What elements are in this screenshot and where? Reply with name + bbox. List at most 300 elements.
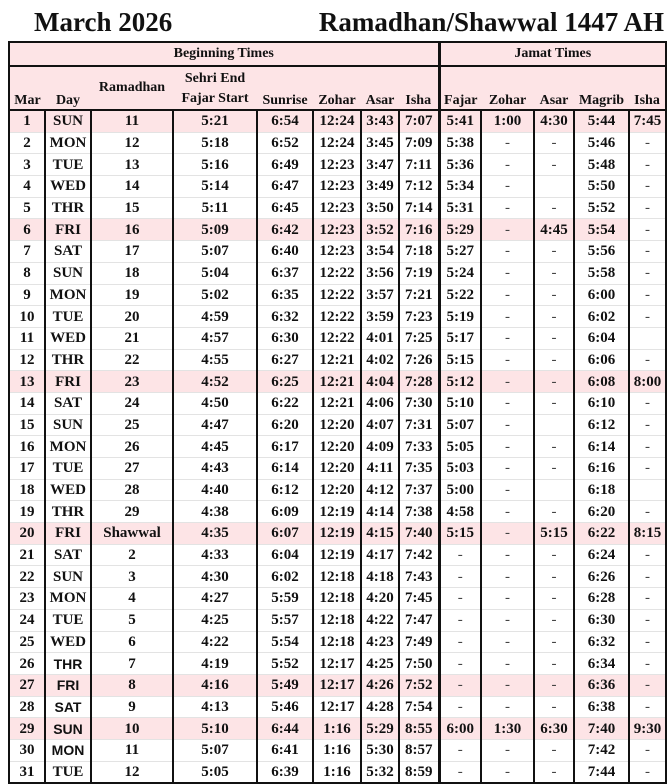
cell-day: SAT bbox=[45, 241, 91, 263]
cell-day: MON bbox=[45, 588, 91, 610]
cell-day: SAT bbox=[45, 696, 91, 718]
cell-zohar: 12:21 bbox=[313, 371, 361, 393]
table-row bbox=[9, 479, 666, 501]
cell-day: SUN bbox=[45, 110, 91, 132]
cell-date: 31 bbox=[9, 761, 45, 783]
cell-zohar: 12:24 bbox=[313, 110, 361, 132]
cell-jamat-isha: - bbox=[629, 197, 666, 219]
cell-jamat-isha: - bbox=[629, 631, 666, 653]
cell-jamat-magrib: 7:42 bbox=[574, 739, 629, 761]
cell-jamat-magrib: 6:14 bbox=[574, 436, 629, 458]
cell-jamat-zohar: - bbox=[481, 588, 534, 610]
cell-zohar: 12:18 bbox=[313, 566, 361, 588]
cell-jamat-asar: - bbox=[534, 674, 574, 696]
cell-sunrise: 5:59 bbox=[257, 588, 313, 610]
cell-hijri-day: 26 bbox=[91, 436, 173, 458]
cell-jamat-zohar: - bbox=[481, 154, 534, 176]
cell-asar: 4:18 bbox=[361, 566, 399, 588]
cell-jamat-isha: - bbox=[629, 696, 666, 718]
cell-jamat-magrib: 5:52 bbox=[574, 197, 629, 219]
cell-jamat-asar: - bbox=[534, 458, 574, 480]
cell-jamat-isha: - bbox=[629, 588, 666, 610]
cell-day: SAT bbox=[45, 544, 91, 566]
cell-asar: 4:11 bbox=[361, 458, 399, 480]
cell-jamat-magrib: 5:46 bbox=[574, 132, 629, 154]
cell-sunrise: 6:39 bbox=[257, 761, 313, 783]
cell-jamat-asar: - bbox=[534, 761, 574, 783]
cell-jamat-fajar: 5:17 bbox=[439, 327, 481, 349]
cell-hijri-day: 29 bbox=[91, 501, 173, 523]
cell-jamat-fajar: 5:27 bbox=[439, 241, 481, 263]
cell-isha: 7:09 bbox=[399, 132, 439, 154]
cell-isha: 7:52 bbox=[399, 674, 439, 696]
cell-jamat-isha: - bbox=[629, 262, 666, 284]
cell-date: 15 bbox=[9, 414, 45, 436]
cell-isha: 7:11 bbox=[399, 154, 439, 176]
cell-zohar: 12:23 bbox=[313, 176, 361, 198]
cell-jamat-magrib: 6:12 bbox=[574, 414, 629, 436]
cell-asar: 3:43 bbox=[361, 110, 399, 132]
cell-date: 18 bbox=[9, 479, 45, 501]
table-row bbox=[9, 544, 666, 566]
cell-zohar: 12:23 bbox=[313, 197, 361, 219]
table-row bbox=[9, 306, 666, 328]
cell-jamat-isha: 8:15 bbox=[629, 523, 666, 545]
cell-date: 8 bbox=[9, 262, 45, 284]
cell-jamat-asar: - bbox=[534, 197, 574, 219]
cell-day: SUN bbox=[45, 414, 91, 436]
cell-isha: 7:26 bbox=[399, 349, 439, 371]
table-row bbox=[9, 327, 666, 349]
cell-day: THR bbox=[45, 653, 91, 675]
cell-fajar-start: 5:14 bbox=[173, 176, 257, 198]
cell-jamat-asar bbox=[534, 176, 574, 198]
cell-zohar: 12:19 bbox=[313, 501, 361, 523]
cell-fajar-start: 4:59 bbox=[173, 306, 257, 328]
cell-fajar-start: 4:38 bbox=[173, 501, 257, 523]
cell-date: 30 bbox=[9, 739, 45, 761]
cell-jamat-magrib: 6:00 bbox=[574, 284, 629, 306]
cell-isha: 7:30 bbox=[399, 392, 439, 414]
cell-jamat-magrib: 6:08 bbox=[574, 371, 629, 393]
cell-isha: 7:07 bbox=[399, 110, 439, 132]
cell-fajar-start: 4:40 bbox=[173, 479, 257, 501]
col-isha: Isha bbox=[399, 66, 439, 110]
cell-hijri-day: 21 bbox=[91, 327, 173, 349]
cell-jamat-asar: - bbox=[534, 609, 574, 631]
cell-jamat-asar: - bbox=[534, 306, 574, 328]
cell-asar: 5:30 bbox=[361, 739, 399, 761]
cell-sunrise: 6:40 bbox=[257, 241, 313, 263]
cell-zohar: 1:16 bbox=[313, 761, 361, 783]
cell-jamat-isha: - bbox=[629, 653, 666, 675]
cell-day: MON bbox=[45, 284, 91, 306]
cell-date: 21 bbox=[9, 544, 45, 566]
cell-isha: 7:28 bbox=[399, 371, 439, 393]
table-row bbox=[9, 696, 666, 718]
cell-jamat-asar: - bbox=[534, 631, 574, 653]
cell-jamat-asar: - bbox=[534, 262, 574, 284]
cell-asar: 4:15 bbox=[361, 523, 399, 545]
cell-jamat-zohar: - bbox=[481, 262, 534, 284]
cell-date: 29 bbox=[9, 718, 45, 740]
cell-jamat-fajar: - bbox=[439, 544, 481, 566]
cell-fajar-start: 4:25 bbox=[173, 609, 257, 631]
cell-jamat-zohar: - bbox=[481, 349, 534, 371]
cell-sunrise: 6:27 bbox=[257, 349, 313, 371]
cell-fajar-start: 4:19 bbox=[173, 653, 257, 675]
cell-jamat-isha bbox=[629, 479, 666, 501]
cell-date: 13 bbox=[9, 371, 45, 393]
cell-zohar: 12:18 bbox=[313, 609, 361, 631]
cell-date: 19 bbox=[9, 501, 45, 523]
cell-date: 16 bbox=[9, 436, 45, 458]
cell-sunrise: 5:52 bbox=[257, 653, 313, 675]
cell-asar: 4:28 bbox=[361, 696, 399, 718]
cell-sunrise: 6:42 bbox=[257, 219, 313, 241]
cell-jamat-fajar: 5:10 bbox=[439, 392, 481, 414]
col-asar: Asar bbox=[361, 66, 399, 110]
cell-jamat-asar: 6:30 bbox=[534, 718, 574, 740]
cell-zohar: 12:20 bbox=[313, 436, 361, 458]
cell-jamat-fajar: - bbox=[439, 566, 481, 588]
cell-jamat-zohar: - bbox=[481, 284, 534, 306]
cell-jamat-fajar: 4:58 bbox=[439, 501, 481, 523]
cell-sunrise: 6:12 bbox=[257, 479, 313, 501]
table-row bbox=[9, 176, 666, 198]
cell-zohar: 1:16 bbox=[313, 739, 361, 761]
col-day: Day bbox=[45, 66, 91, 110]
cell-zohar: 12:23 bbox=[313, 154, 361, 176]
cell-jamat-asar: - bbox=[534, 501, 574, 523]
cell-jamat-magrib: 6:20 bbox=[574, 501, 629, 523]
cell-sunrise: 6:35 bbox=[257, 284, 313, 306]
cell-asar: 4:22 bbox=[361, 609, 399, 631]
cell-jamat-zohar: - bbox=[481, 132, 534, 154]
cell-jamat-isha: - bbox=[629, 544, 666, 566]
cell-asar: 3:47 bbox=[361, 154, 399, 176]
cell-jamat-fajar: 5:31 bbox=[439, 197, 481, 219]
cell-jamat-isha: 9:30 bbox=[629, 718, 666, 740]
cell-asar: 4:04 bbox=[361, 371, 399, 393]
table-row bbox=[9, 392, 666, 414]
cell-jamat-asar: - bbox=[534, 371, 574, 393]
cell-day: WED bbox=[45, 631, 91, 653]
cell-day: FRI bbox=[45, 219, 91, 241]
cell-jamat-asar: - bbox=[534, 392, 574, 414]
cell-jamat-magrib: 7:44 bbox=[574, 761, 629, 783]
cell-jamat-asar: - bbox=[534, 588, 574, 610]
cell-sunrise: 6:02 bbox=[257, 566, 313, 588]
cell-jamat-magrib: 6:18 bbox=[574, 479, 629, 501]
cell-isha: 7:31 bbox=[399, 414, 439, 436]
cell-fajar-start: 4:47 bbox=[173, 414, 257, 436]
cell-jamat-zohar: - bbox=[481, 739, 534, 761]
cell-sunrise: 6:49 bbox=[257, 154, 313, 176]
cell-sunrise: 6:32 bbox=[257, 306, 313, 328]
cell-date: 14 bbox=[9, 392, 45, 414]
cell-date: 28 bbox=[9, 696, 45, 718]
table-row bbox=[9, 110, 666, 132]
table-row bbox=[9, 588, 666, 610]
cell-fajar-start: 4:43 bbox=[173, 458, 257, 480]
cell-jamat-zohar: - bbox=[481, 306, 534, 328]
cell-jamat-isha: - bbox=[629, 176, 666, 198]
cell-zohar: 12:21 bbox=[313, 349, 361, 371]
cell-zohar: 12:19 bbox=[313, 544, 361, 566]
col-fajar-start-label: Fajar Start bbox=[181, 91, 249, 106]
cell-date: 11 bbox=[9, 327, 45, 349]
table-row bbox=[9, 436, 666, 458]
cell-date: 4 bbox=[9, 176, 45, 198]
cell-jamat-magrib: 6:04 bbox=[574, 327, 629, 349]
cell-isha: 7:45 bbox=[399, 588, 439, 610]
table-row bbox=[9, 262, 666, 284]
cell-sunrise: 6:30 bbox=[257, 327, 313, 349]
cell-day: MON bbox=[45, 132, 91, 154]
col-zohar: Zohar bbox=[313, 66, 361, 110]
cell-jamat-magrib: 6:28 bbox=[574, 588, 629, 610]
table-row bbox=[9, 154, 666, 176]
table-row bbox=[9, 609, 666, 631]
group-jamat-times: Jamat Times bbox=[439, 42, 666, 66]
cell-isha: 8:57 bbox=[399, 739, 439, 761]
group-beginning-times: Beginning Times bbox=[9, 42, 439, 66]
cell-jamat-isha: - bbox=[629, 501, 666, 523]
cell-isha: 7:21 bbox=[399, 284, 439, 306]
cell-fajar-start: 5:11 bbox=[173, 197, 257, 219]
cell-jamat-fajar: - bbox=[439, 696, 481, 718]
cell-zohar: 12:20 bbox=[313, 414, 361, 436]
cell-jamat-fajar: - bbox=[439, 674, 481, 696]
cell-hijri-day: 17 bbox=[91, 241, 173, 263]
cell-asar: 3:49 bbox=[361, 176, 399, 198]
cell-jamat-zohar: - bbox=[481, 197, 534, 219]
cell-hijri-day: 4 bbox=[91, 588, 173, 610]
month-title: March 2026 bbox=[34, 7, 173, 37]
cell-jamat-magrib: 6:34 bbox=[574, 653, 629, 675]
cell-jamat-zohar: - bbox=[481, 392, 534, 414]
cell-fajar-start: 4:55 bbox=[173, 349, 257, 371]
cell-jamat-asar: - bbox=[534, 653, 574, 675]
cell-jamat-isha: - bbox=[629, 306, 666, 328]
cell-day: WED bbox=[45, 327, 91, 349]
cell-zohar: 12:23 bbox=[313, 219, 361, 241]
cell-fajar-start: 4:57 bbox=[173, 327, 257, 349]
cell-jamat-zohar: - bbox=[481, 761, 534, 783]
cell-asar: 4:12 bbox=[361, 479, 399, 501]
cell-hijri-day: 13 bbox=[91, 154, 173, 176]
cell-jamat-zohar: - bbox=[481, 436, 534, 458]
cell-date: 23 bbox=[9, 588, 45, 610]
cell-hijri-day: 23 bbox=[91, 371, 173, 393]
cell-isha: 7:35 bbox=[399, 458, 439, 480]
cell-jamat-zohar: - bbox=[481, 609, 534, 631]
cell-jamat-zohar: - bbox=[481, 479, 534, 501]
cell-jamat-magrib: 6:32 bbox=[574, 631, 629, 653]
cell-hijri-day: 6 bbox=[91, 631, 173, 653]
cell-fajar-start: 5:07 bbox=[173, 241, 257, 263]
cell-day: SUN bbox=[45, 718, 91, 740]
col-ramadhan: Ramadhan bbox=[91, 66, 173, 110]
cell-jamat-fajar: 5:03 bbox=[439, 458, 481, 480]
table-row bbox=[9, 458, 666, 480]
col-sehri-end-label: Sehri End bbox=[184, 71, 246, 86]
cell-zohar: 12:23 bbox=[313, 241, 361, 263]
table-row bbox=[9, 501, 666, 523]
cell-date: 10 bbox=[9, 306, 45, 328]
cell-jamat-magrib: 6:24 bbox=[574, 544, 629, 566]
cell-fajar-start: 5:10 bbox=[173, 718, 257, 740]
cell-asar: 4:01 bbox=[361, 327, 399, 349]
cell-asar: 3:50 bbox=[361, 197, 399, 219]
cell-jamat-fajar: 5:38 bbox=[439, 132, 481, 154]
cell-isha: 7:16 bbox=[399, 219, 439, 241]
table-row bbox=[9, 674, 666, 696]
cell-jamat-isha: - bbox=[629, 566, 666, 588]
cell-date: 5 bbox=[9, 197, 45, 219]
cell-date: 20 bbox=[9, 523, 45, 545]
cell-jamat-asar: - bbox=[534, 284, 574, 306]
cell-jamat-isha: - bbox=[629, 458, 666, 480]
cell-jamat-magrib: 6:30 bbox=[574, 609, 629, 631]
cell-isha: 7:14 bbox=[399, 197, 439, 219]
cell-hijri-day: 18 bbox=[91, 262, 173, 284]
group-header-row bbox=[9, 42, 666, 66]
col-jamat-fajar: Fajar bbox=[439, 66, 481, 110]
cell-zohar: 1:16 bbox=[313, 718, 361, 740]
cell-zohar: 12:22 bbox=[313, 306, 361, 328]
col-jamat-asar: Asar bbox=[534, 66, 574, 110]
cell-jamat-zohar: - bbox=[481, 653, 534, 675]
cell-sunrise: 5:57 bbox=[257, 609, 313, 631]
cell-isha: 7:43 bbox=[399, 566, 439, 588]
cell-jamat-fajar: - bbox=[439, 588, 481, 610]
cell-jamat-fajar: 5:22 bbox=[439, 284, 481, 306]
cell-day: MON bbox=[45, 436, 91, 458]
cell-jamat-magrib: 5:56 bbox=[574, 241, 629, 263]
col-mar: Mar bbox=[9, 66, 45, 110]
cell-asar: 4:02 bbox=[361, 349, 399, 371]
cell-day: TUE bbox=[45, 609, 91, 631]
cell-isha: 8:55 bbox=[399, 718, 439, 740]
table-row bbox=[9, 566, 666, 588]
prayer-timetable bbox=[8, 41, 667, 784]
cell-jamat-asar: - bbox=[534, 696, 574, 718]
cell-day: TUE bbox=[45, 761, 91, 783]
cell-jamat-zohar: - bbox=[481, 566, 534, 588]
cell-jamat-magrib: 5:44 bbox=[574, 110, 629, 132]
cell-jamat-asar: 4:30 bbox=[534, 110, 574, 132]
table-row bbox=[9, 132, 666, 154]
cell-day: FRI bbox=[45, 523, 91, 545]
cell-isha: 7:33 bbox=[399, 436, 439, 458]
cell-day: MON bbox=[45, 739, 91, 761]
cell-sunrise: 6:44 bbox=[257, 718, 313, 740]
table-row bbox=[9, 631, 666, 653]
table-row bbox=[9, 523, 666, 545]
cell-sunrise: 6:09 bbox=[257, 501, 313, 523]
cell-sunrise: 5:54 bbox=[257, 631, 313, 653]
cell-jamat-zohar: - bbox=[481, 458, 534, 480]
cell-zohar: 12:24 bbox=[313, 132, 361, 154]
cell-day: SUN bbox=[45, 566, 91, 588]
table-row bbox=[9, 284, 666, 306]
cell-zohar: 12:22 bbox=[313, 284, 361, 306]
column-header-row bbox=[9, 66, 666, 110]
cell-hijri-day: 3 bbox=[91, 566, 173, 588]
cell-jamat-isha: - bbox=[629, 241, 666, 263]
cell-hijri-day: 25 bbox=[91, 414, 173, 436]
cell-asar: 5:32 bbox=[361, 761, 399, 783]
cell-fajar-start: 4:50 bbox=[173, 392, 257, 414]
cell-hijri-day: 9 bbox=[91, 696, 173, 718]
cell-fajar-start: 5:16 bbox=[173, 154, 257, 176]
cell-jamat-fajar: 5:24 bbox=[439, 262, 481, 284]
cell-jamat-fajar: 5:07 bbox=[439, 414, 481, 436]
cell-asar: 4:25 bbox=[361, 653, 399, 675]
cell-jamat-zohar: - bbox=[481, 696, 534, 718]
cell-jamat-zohar: - bbox=[481, 241, 534, 263]
cell-hijri-day: 14 bbox=[91, 176, 173, 198]
cell-jamat-isha: - bbox=[629, 739, 666, 761]
cell-isha: 7:37 bbox=[399, 479, 439, 501]
cell-hijri-day: 15 bbox=[91, 197, 173, 219]
cell-sunrise: 6:07 bbox=[257, 523, 313, 545]
cell-fajar-start: 4:27 bbox=[173, 588, 257, 610]
cell-hijri-day: 7 bbox=[91, 653, 173, 675]
cell-jamat-zohar: - bbox=[481, 501, 534, 523]
cell-jamat-magrib: 6:22 bbox=[574, 523, 629, 545]
cell-jamat-asar: - bbox=[534, 544, 574, 566]
cell-isha: 7:40 bbox=[399, 523, 439, 545]
cell-jamat-isha: - bbox=[629, 761, 666, 783]
cell-jamat-asar bbox=[534, 479, 574, 501]
cell-jamat-zohar: - bbox=[481, 176, 534, 198]
cell-fajar-start: 4:52 bbox=[173, 371, 257, 393]
cell-day: TUE bbox=[45, 306, 91, 328]
col-jamat-isha: Isha bbox=[629, 66, 666, 110]
cell-jamat-zohar: - bbox=[481, 523, 534, 545]
cell-hijri-day: 8 bbox=[91, 674, 173, 696]
cell-date: 2 bbox=[9, 132, 45, 154]
cell-isha: 7:47 bbox=[399, 609, 439, 631]
cell-fajar-start: 5:02 bbox=[173, 284, 257, 306]
cell-jamat-isha: - bbox=[629, 436, 666, 458]
cell-jamat-fajar: 5:34 bbox=[439, 176, 481, 198]
cell-jamat-fajar: - bbox=[439, 631, 481, 653]
cell-day: SAT bbox=[45, 392, 91, 414]
cell-asar: 4:20 bbox=[361, 588, 399, 610]
cell-jamat-magrib: 6:06 bbox=[574, 349, 629, 371]
cell-zohar: 12:17 bbox=[313, 674, 361, 696]
cell-sunrise: 6:47 bbox=[257, 176, 313, 198]
hijri-title: Ramadhan/Shawwal 1447 AH bbox=[318, 7, 664, 37]
cell-jamat-asar: - bbox=[534, 327, 574, 349]
cell-zohar: 12:19 bbox=[313, 523, 361, 545]
table-row bbox=[9, 718, 666, 740]
cell-isha: 7:54 bbox=[399, 696, 439, 718]
timetable-body bbox=[9, 110, 666, 783]
cell-date: 7 bbox=[9, 241, 45, 263]
cell-jamat-magrib: 6:02 bbox=[574, 306, 629, 328]
cell-jamat-magrib: 5:48 bbox=[574, 154, 629, 176]
table-row bbox=[9, 761, 666, 783]
table-row bbox=[9, 349, 666, 371]
cell-day: WED bbox=[45, 176, 91, 198]
cell-day: THR bbox=[45, 501, 91, 523]
cell-zohar: 12:21 bbox=[313, 392, 361, 414]
